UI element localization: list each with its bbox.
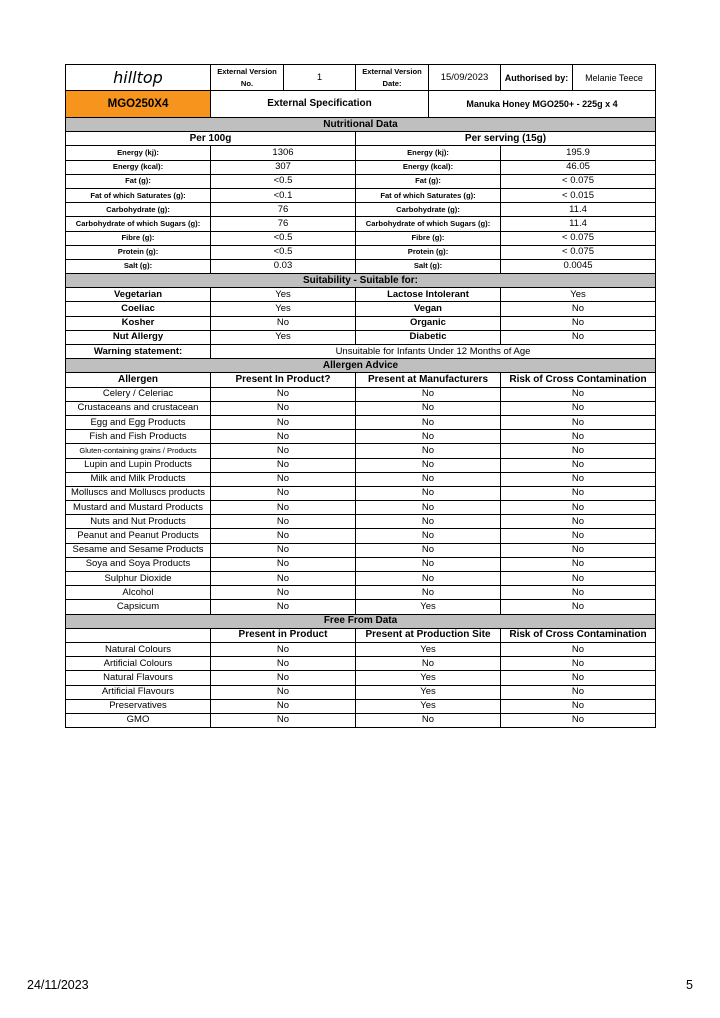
nutrition-row	[66, 259, 656, 273]
cross-contamination-risk: No	[501, 685, 656, 699]
cross-contamination-risk: No	[501, 699, 656, 713]
hilltop-logo-icon	[92, 68, 184, 88]
present-in-product: No	[211, 486, 356, 500]
serving-value: < 0.015	[501, 188, 656, 202]
allergen-name: Molluscs and Molluscs products	[66, 486, 211, 500]
nutrient-label-serving: Salt (g):	[356, 259, 501, 273]
serving-value: 0.0045	[501, 259, 656, 273]
present-in-product: No	[211, 713, 356, 727]
allergen-row	[66, 415, 656, 429]
nutrition-column-headers	[66, 132, 656, 146]
suitability-label: Organic	[356, 316, 501, 330]
column-header: Present in Product	[211, 628, 356, 642]
nutrient-label: Fibre (g):	[66, 231, 211, 245]
present-at-site: No	[356, 401, 501, 415]
present-in-product: No	[211, 444, 356, 458]
cross-contamination-risk: No	[501, 557, 656, 571]
present-in-product: No	[211, 572, 356, 586]
present-in-product: No	[211, 472, 356, 486]
suitability-label: Diabetic	[356, 330, 501, 344]
allergen-name: Crustaceans and crustacean	[66, 401, 211, 415]
per100-value: 307	[211, 160, 356, 174]
allergen-row	[66, 472, 656, 486]
cross-contamination-risk: No	[501, 401, 656, 415]
cross-contamination-risk: No	[501, 515, 656, 529]
allergen-name: Celery / Celeriac	[66, 387, 211, 401]
present-in-product: No	[211, 458, 356, 472]
present-in-product: No	[211, 557, 356, 571]
per100-value: 76	[211, 217, 356, 231]
suitability-label: Kosher	[66, 316, 211, 330]
serving-value: < 0.075	[501, 174, 656, 188]
present-at-site: No	[356, 415, 501, 429]
column-header: Present In Product?	[211, 373, 356, 387]
present-in-product: No	[211, 515, 356, 529]
nutrient-label-serving: Carbohydrate (g):	[356, 203, 501, 217]
present-at-site: No	[356, 557, 501, 571]
suitability-section-header	[66, 274, 656, 288]
cross-contamination-risk: No	[501, 501, 656, 515]
per100-value: <0.5	[211, 231, 356, 245]
nutrition-row	[66, 231, 656, 245]
spec-title: External Specification	[211, 91, 429, 118]
per100-value: 76	[211, 203, 356, 217]
present-at-site: No	[356, 572, 501, 586]
allergen-name: Sesame and Sesame Products	[66, 543, 211, 557]
column-header: Allergen	[66, 373, 211, 387]
nutrition-row	[66, 174, 656, 188]
authorised-value: Melanie Teece	[573, 65, 656, 91]
nutrient-label: Carbohydrate (g):	[66, 203, 211, 217]
serving-value: 11.4	[501, 217, 656, 231]
allergen-row	[66, 600, 656, 614]
column-header: Present at Production Site	[356, 628, 501, 642]
allergen-section-header	[66, 359, 656, 373]
ext-date-value: 15/09/2023	[429, 65, 501, 91]
product-code: MGO250X4	[66, 91, 211, 118]
allergen-name: Fish and Fish Products	[66, 430, 211, 444]
suitability-value: Yes	[501, 288, 656, 302]
serving-value: < 0.075	[501, 231, 656, 245]
present-in-product: No	[211, 699, 356, 713]
present-at-site: No	[356, 543, 501, 557]
nutrition-row	[66, 217, 656, 231]
suitability-label: Nut Allergy	[66, 330, 211, 344]
serving-value: 11.4	[501, 203, 656, 217]
cross-contamination-risk: No	[501, 600, 656, 614]
suitability-row	[66, 330, 656, 344]
allergen-name: Nuts and Nut Products	[66, 515, 211, 529]
present-at-site: No	[356, 501, 501, 515]
cross-contamination-risk: No	[501, 415, 656, 429]
nutrient-label: Salt (g):	[66, 259, 211, 273]
per100-value: <0.5	[211, 174, 356, 188]
allergen-row	[66, 430, 656, 444]
present-at-site: No	[356, 444, 501, 458]
free-from-row	[66, 713, 656, 727]
free-from-name: Artificial Flavours	[66, 685, 211, 699]
suitability-title: Suitability - Suitable for:	[66, 274, 656, 288]
suitability-row	[66, 316, 656, 330]
suitability-value: Yes	[211, 330, 356, 344]
present-in-product: No	[211, 415, 356, 429]
allergen-row	[66, 572, 656, 586]
cross-contamination-risk: No	[501, 642, 656, 656]
footer-page-number: 5	[686, 978, 693, 992]
nutrient-label-serving: Energy (kcal):	[356, 160, 501, 174]
ext-version-label: External Version No.	[211, 65, 284, 91]
column-header: Risk of Cross Contamination	[501, 628, 656, 642]
allergen-name: Soya and Soya Products	[66, 557, 211, 571]
nutrient-label-serving: Energy (kj):	[356, 146, 501, 160]
nutrition-row	[66, 146, 656, 160]
nutrient-label-serving: Fibre (g):	[356, 231, 501, 245]
free-from-name: Preservatives	[66, 699, 211, 713]
present-at-site: No	[356, 713, 501, 727]
nutrient-label: Fat of which Saturates (g):	[66, 188, 211, 202]
free-from-name: Natural Flavours	[66, 671, 211, 685]
present-in-product: No	[211, 600, 356, 614]
logo	[66, 65, 211, 91]
nutrient-label: Energy (kj):	[66, 146, 211, 160]
serving-value: 195.9	[501, 146, 656, 160]
present-at-site: Yes	[356, 642, 501, 656]
allergen-row	[66, 529, 656, 543]
present-in-product: No	[211, 501, 356, 515]
allergen-name: Capsicum	[66, 600, 211, 614]
ext-version-value: 1	[284, 65, 356, 91]
authorised-label: Authorised by:	[501, 65, 573, 91]
nutrition-title: Nutritional Data	[66, 118, 656, 132]
present-at-site: Yes	[356, 685, 501, 699]
present-in-product: No	[211, 671, 356, 685]
serving-value: 46.05	[501, 160, 656, 174]
present-at-site: No	[356, 430, 501, 444]
allergen-row	[66, 586, 656, 600]
nutrition-section-header	[66, 118, 656, 132]
present-in-product: No	[211, 401, 356, 415]
cross-contamination-risk: No	[501, 430, 656, 444]
allergen-row	[66, 401, 656, 415]
suitability-row	[66, 288, 656, 302]
cross-contamination-risk: No	[501, 657, 656, 671]
nutrient-label: Carbohydrate of which Sugars (g):	[66, 217, 211, 231]
present-in-product: No	[211, 586, 356, 600]
allergen-row	[66, 501, 656, 515]
nutrition-row	[66, 160, 656, 174]
serving-value: < 0.075	[501, 245, 656, 259]
allergen-row	[66, 543, 656, 557]
cross-contamination-risk: No	[501, 543, 656, 557]
present-in-product: No	[211, 543, 356, 557]
logo-text: hilltop	[113, 67, 163, 87]
per100-label: Per 100g	[66, 132, 356, 146]
free-from-name: Natural Colours	[66, 642, 211, 656]
present-at-site: Yes	[356, 600, 501, 614]
free-from-row	[66, 657, 656, 671]
allergen-row	[66, 557, 656, 571]
nutrient-label-serving: Carbohydrate of which Sugars (g):	[356, 217, 501, 231]
per100-value: 0.03	[211, 259, 356, 273]
present-at-site: No	[356, 458, 501, 472]
allergen-title: Allergen Advice	[66, 359, 656, 373]
nutrition-row	[66, 245, 656, 259]
allergen-column-headers	[66, 373, 656, 387]
allergen-name: Lupin and Lupin Products	[66, 458, 211, 472]
present-in-product: No	[211, 430, 356, 444]
present-at-site: Yes	[356, 671, 501, 685]
free-from-name: GMO	[66, 713, 211, 727]
warning-label: Warning statement:	[66, 345, 211, 359]
present-at-site: Yes	[356, 699, 501, 713]
suitability-value: No	[211, 316, 356, 330]
cross-contamination-risk: No	[501, 458, 656, 472]
header-row-1	[66, 65, 656, 91]
present-at-site: No	[356, 529, 501, 543]
free-from-title: Free From Data	[66, 614, 656, 628]
present-at-site: No	[356, 387, 501, 401]
cross-contamination-risk: No	[501, 572, 656, 586]
suitability-value: Yes	[211, 288, 356, 302]
allergen-row	[66, 458, 656, 472]
present-in-product: No	[211, 387, 356, 401]
nutrient-label-serving: Fat of which Saturates (g):	[356, 188, 501, 202]
specification-table	[65, 64, 656, 728]
column-header	[66, 628, 211, 642]
present-in-product: No	[211, 642, 356, 656]
nutrient-label-serving: Protein (g):	[356, 245, 501, 259]
allergen-name: Gluten-containing grains / Products	[66, 444, 211, 458]
present-at-site: No	[356, 472, 501, 486]
suitability-row	[66, 302, 656, 316]
present-at-site: No	[356, 486, 501, 500]
warning-value: Unsuitable for Infants Under 12 Months of Age	[211, 345, 656, 359]
present-at-site: No	[356, 657, 501, 671]
per100-value: <0.1	[211, 188, 356, 202]
free-from-section-header	[66, 614, 656, 628]
suitability-value: Yes	[211, 302, 356, 316]
present-in-product: No	[211, 657, 356, 671]
cross-contamination-risk: No	[501, 671, 656, 685]
present-at-site: No	[356, 515, 501, 529]
header-row-2	[66, 91, 656, 118]
present-at-site: No	[356, 586, 501, 600]
cross-contamination-risk: No	[501, 444, 656, 458]
per100-value: <0.5	[211, 245, 356, 259]
allergen-name: Alcohol	[66, 586, 211, 600]
free-from-row	[66, 671, 656, 685]
warning-row	[66, 345, 656, 359]
cross-contamination-risk: No	[501, 586, 656, 600]
nutrient-label: Fat (g):	[66, 174, 211, 188]
free-from-name: Artificial Colours	[66, 657, 211, 671]
allergen-name: Egg and Egg Products	[66, 415, 211, 429]
free-from-row	[66, 642, 656, 656]
ext-date-label: External Version Date:	[356, 65, 429, 91]
column-header: Risk of Cross Contamination	[501, 373, 656, 387]
allergen-row	[66, 444, 656, 458]
allergen-name: Mustard and Mustard Products	[66, 501, 211, 515]
free-from-column-headers	[66, 628, 656, 642]
nutrition-row	[66, 203, 656, 217]
free-from-row	[66, 699, 656, 713]
free-from-row	[66, 685, 656, 699]
present-in-product: No	[211, 685, 356, 699]
allergen-name: Milk and Milk Products	[66, 472, 211, 486]
cross-contamination-risk: No	[501, 713, 656, 727]
per100-value: 1306	[211, 146, 356, 160]
footer-date: 24/11/2023	[27, 978, 89, 992]
suitability-label: Coeliac	[66, 302, 211, 316]
suitability-value: No	[501, 330, 656, 344]
allergen-row	[66, 515, 656, 529]
suitability-label: Vegetarian	[66, 288, 211, 302]
perserving-label: Per serving (15g)	[356, 132, 656, 146]
suitability-value: No	[501, 302, 656, 316]
cross-contamination-risk: No	[501, 472, 656, 486]
nutrition-row	[66, 188, 656, 202]
allergen-name: Sulphur Dioxide	[66, 572, 211, 586]
nutrient-label: Protein (g):	[66, 245, 211, 259]
suitability-value: No	[501, 316, 656, 330]
cross-contamination-risk: No	[501, 529, 656, 543]
product-name: Manuka Honey MGO250+ - 225g x 4	[429, 91, 656, 118]
allergen-name: Peanut and Peanut Products	[66, 529, 211, 543]
cross-contamination-risk: No	[501, 387, 656, 401]
nutrient-label-serving: Fat (g):	[356, 174, 501, 188]
allergen-row	[66, 486, 656, 500]
present-in-product: No	[211, 529, 356, 543]
suitability-label: Vegan	[356, 302, 501, 316]
suitability-label: Lactose Intolerant	[356, 288, 501, 302]
allergen-row	[66, 387, 656, 401]
nutrient-label: Energy (kcal):	[66, 160, 211, 174]
column-header: Present at Manufacturers	[356, 373, 501, 387]
cross-contamination-risk: No	[501, 486, 656, 500]
